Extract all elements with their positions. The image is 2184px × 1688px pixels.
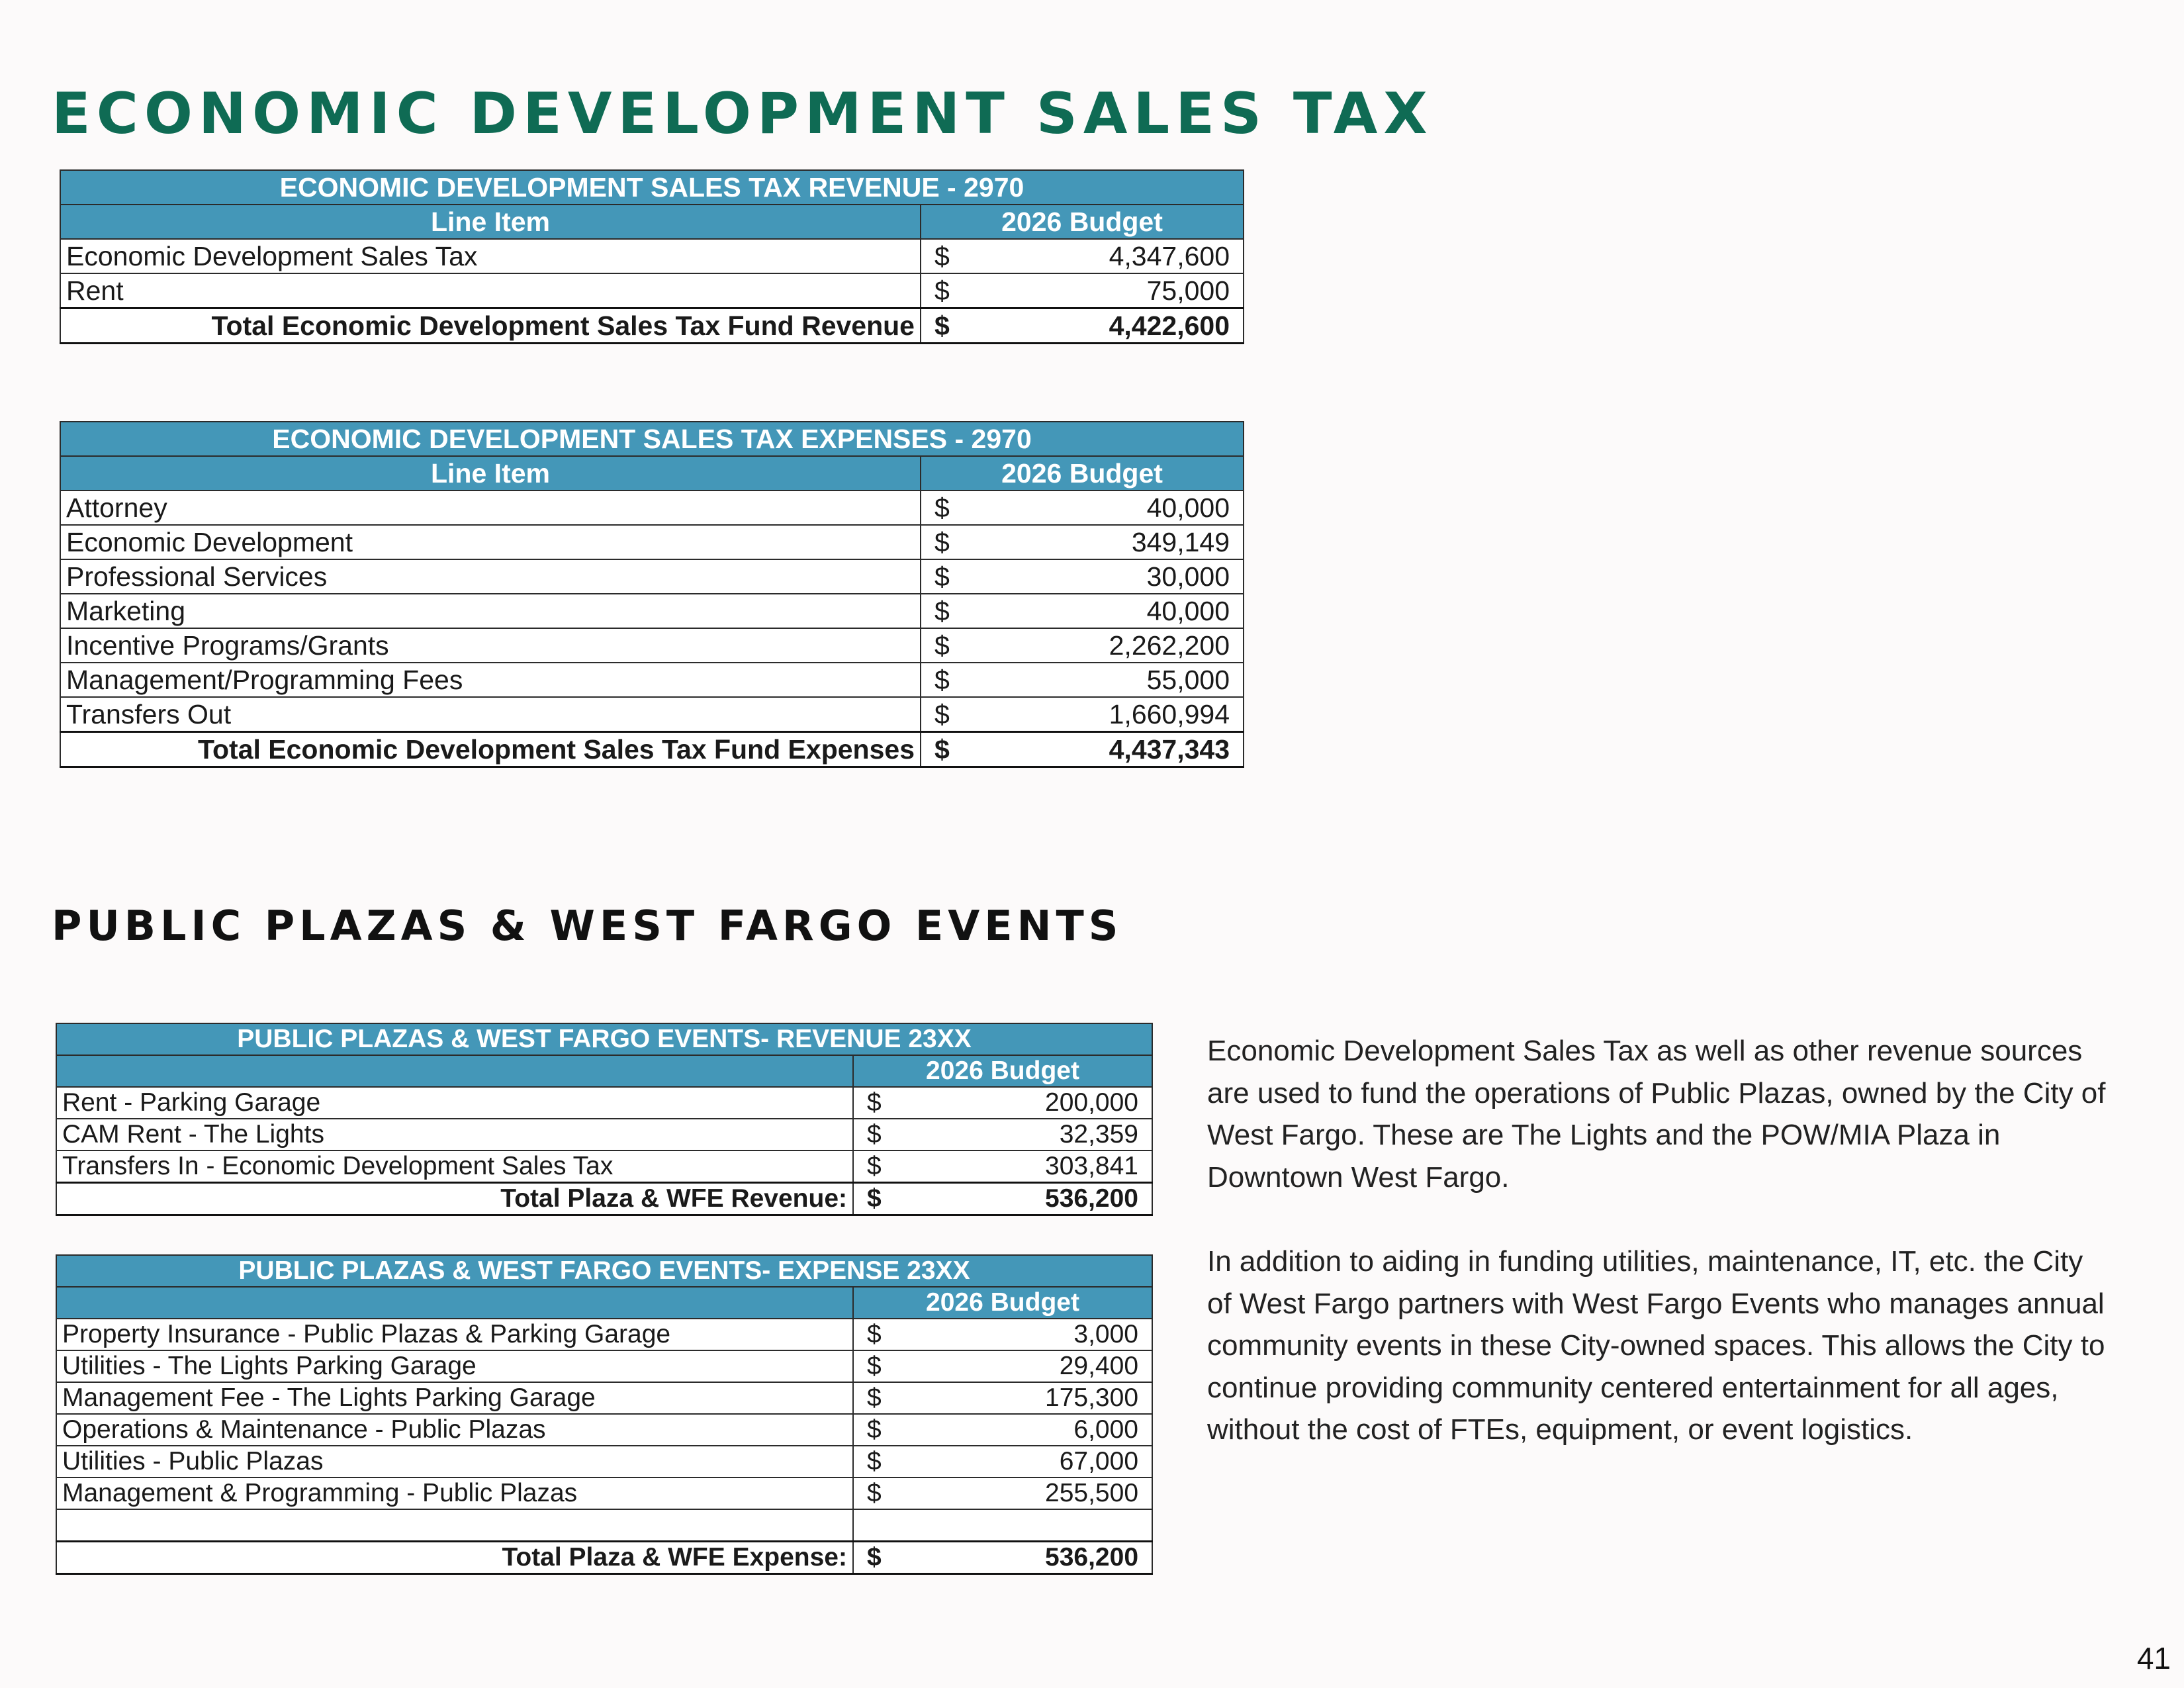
currency-symbol: $ (921, 308, 979, 344)
currency-symbol: $ (921, 525, 979, 559)
budget-value: 30,000 (979, 559, 1244, 594)
total-label: Total Economic Development Sales Tax Fund Revenue (60, 308, 921, 344)
table-row (56, 1350, 1152, 1382)
plaza-expense-table (56, 1254, 1153, 1575)
table-row (56, 1477, 1152, 1509)
currency-symbol: $ (921, 559, 979, 594)
budget-value: 303,841 (907, 1150, 1152, 1183)
budget-value: 255,500 (907, 1477, 1152, 1509)
column-header-budget: 2026 Budget (921, 205, 1244, 239)
budget-value: 349,149 (979, 525, 1244, 559)
column-header-budget: 2026 Budget (921, 456, 1244, 491)
table-row (60, 239, 1244, 273)
line-item-label: Rent - Parking Garage (56, 1087, 853, 1119)
table-row (56, 1414, 1152, 1446)
table-title: PUBLIC PLAZAS & WEST FARGO EVENTS- REVENUE 23XX (56, 1023, 1152, 1055)
table-row (60, 594, 1244, 628)
line-item-label: Transfers In - Economic Development Sales Tax (56, 1150, 853, 1183)
table-row (60, 273, 1244, 308)
budget-value: 67,000 (907, 1446, 1152, 1477)
table-row (56, 1446, 1152, 1477)
empty-cell (853, 1509, 907, 1542)
table-row (60, 525, 1244, 559)
description-paragraph: In addition to aiding in funding utilities, maintenance, IT, etc. the City of West Fargo partners with West Fargo Events who manages annual community events in these City-owned spaces. This allows the City to continue providing community centered entertainment for all ages, without the cost of FTEs, equipment, or event logistics. (1207, 1245, 2105, 1446)
budget-value: 200,000 (907, 1087, 1152, 1119)
currency-symbol: $ (853, 1477, 907, 1509)
budget-value: 40,000 (979, 594, 1244, 628)
description-paragraph: Economic Development Sales Tax as well as other revenue sources are used to fund the operations of Public Plazas, owned by the City of West Fargo. These are The Lights and the POW/MIA Plaza in Downtown West Fargo. (1207, 1035, 2106, 1194)
table-row (60, 559, 1244, 594)
budget-value: 175,300 (907, 1382, 1152, 1414)
currency-symbol: $ (853, 1446, 907, 1477)
column-header-blank (56, 1287, 853, 1319)
page-title: ECONOMIC DEVELOPMENT SALES TAX (52, 81, 1433, 147)
budget-value: 3,000 (907, 1319, 1152, 1350)
line-item-label: Operations & Maintenance - Public Plazas (56, 1414, 853, 1446)
budget-value: 1,660,994 (979, 697, 1244, 732)
column-header-blank (56, 1055, 853, 1087)
currency-symbol: $ (853, 1350, 907, 1382)
budget-value: 40,000 (979, 491, 1244, 525)
currency-symbol: $ (921, 594, 979, 628)
total-value: 4,437,343 (979, 732, 1244, 767)
total-value: 536,200 (907, 1542, 1152, 1574)
currency-symbol: $ (853, 1150, 907, 1183)
total-value: 4,422,600 (979, 308, 1244, 344)
line-item-label: Utilities - Public Plazas (56, 1446, 853, 1477)
column-header-budget: 2026 Budget (853, 1055, 1152, 1087)
table-title: ECONOMIC DEVELOPMENT SALES TAX EXPENSES - 2970 (60, 422, 1244, 456)
currency-symbol: $ (921, 697, 979, 732)
line-item-label: Transfers Out (60, 697, 921, 732)
line-item-label: Economic Development Sales Tax (60, 239, 921, 273)
currency-symbol: $ (921, 273, 979, 308)
edst-expenses-table (60, 421, 1244, 768)
currency-symbol: $ (853, 1119, 907, 1150)
line-item-label: Management Fee - The Lights Parking Garage (56, 1382, 853, 1414)
currency-symbol: $ (921, 732, 979, 767)
total-value: 536,200 (907, 1183, 1152, 1215)
budget-value: 75,000 (979, 273, 1244, 308)
line-item-label: Management/Programming Fees (60, 663, 921, 697)
total-row (56, 1542, 1152, 1574)
budget-value: 29,400 (907, 1350, 1152, 1382)
currency-symbol: $ (853, 1087, 907, 1119)
line-item-label: Management & Programming - Public Plazas (56, 1477, 853, 1509)
line-item-label: Marketing (60, 594, 921, 628)
budget-value: 55,000 (979, 663, 1244, 697)
table-title: ECONOMIC DEVELOPMENT SALES TAX REVENUE - 2970 (60, 170, 1244, 205)
budget-value: 2,262,200 (979, 628, 1244, 663)
total-row (56, 1183, 1152, 1215)
plaza-revenue-table (56, 1023, 1153, 1216)
currency-symbol: $ (921, 663, 979, 697)
line-item-label: Incentive Programs/Grants (60, 628, 921, 663)
column-header-line-item: Line Item (60, 456, 921, 491)
table-row (56, 1319, 1152, 1350)
total-label: Total Plaza & WFE Expense: (56, 1542, 853, 1574)
empty-cell (907, 1509, 1152, 1542)
total-row (60, 308, 1244, 344)
section-title: PUBLIC PLAZAS & WEST FARGO EVENTS (52, 902, 1123, 950)
table-row (60, 491, 1244, 525)
table-row (60, 697, 1244, 732)
budget-value: 32,359 (907, 1119, 1152, 1150)
line-item-label: Property Insurance - Public Plazas & Parking Garage (56, 1319, 853, 1350)
currency-symbol: $ (921, 491, 979, 525)
line-item-label: Rent (60, 273, 921, 308)
line-item-label: Utilities - The Lights Parking Garage (56, 1350, 853, 1382)
table-row (56, 1119, 1152, 1150)
table-row (56, 1087, 1152, 1119)
line-item-label: Professional Services (60, 559, 921, 594)
budget-value: 4,347,600 (979, 239, 1244, 273)
total-row (60, 732, 1244, 767)
line-item-label: CAM Rent - The Lights (56, 1119, 853, 1150)
currency-symbol: $ (853, 1382, 907, 1414)
table-row (60, 663, 1244, 697)
currency-symbol: $ (853, 1183, 907, 1215)
table-row (60, 628, 1244, 663)
currency-symbol: $ (853, 1414, 907, 1446)
column-header-line-item: Line Item (60, 205, 921, 239)
empty-row (56, 1509, 1152, 1542)
empty-cell (56, 1509, 853, 1542)
currency-symbol: $ (921, 628, 979, 663)
budget-value: 6,000 (907, 1414, 1152, 1446)
total-label: Total Plaza & WFE Revenue: (56, 1183, 853, 1215)
table-row (56, 1382, 1152, 1414)
column-header-budget: 2026 Budget (853, 1287, 1152, 1319)
currency-symbol: $ (853, 1319, 907, 1350)
line-item-label: Economic Development (60, 525, 921, 559)
currency-symbol: $ (921, 239, 979, 273)
currency-symbol: $ (853, 1542, 907, 1574)
line-item-label: Attorney (60, 491, 921, 525)
edst-revenue-table (60, 169, 1244, 344)
total-label: Total Economic Development Sales Tax Fund Expenses (60, 732, 921, 767)
table-title: PUBLIC PLAZAS & WEST FARGO EVENTS- EXPENSE 23XX (56, 1255, 1152, 1287)
description-text (1207, 1030, 2107, 1493)
page-number: 41 (2136, 1641, 2171, 1675)
table-row (56, 1150, 1152, 1183)
